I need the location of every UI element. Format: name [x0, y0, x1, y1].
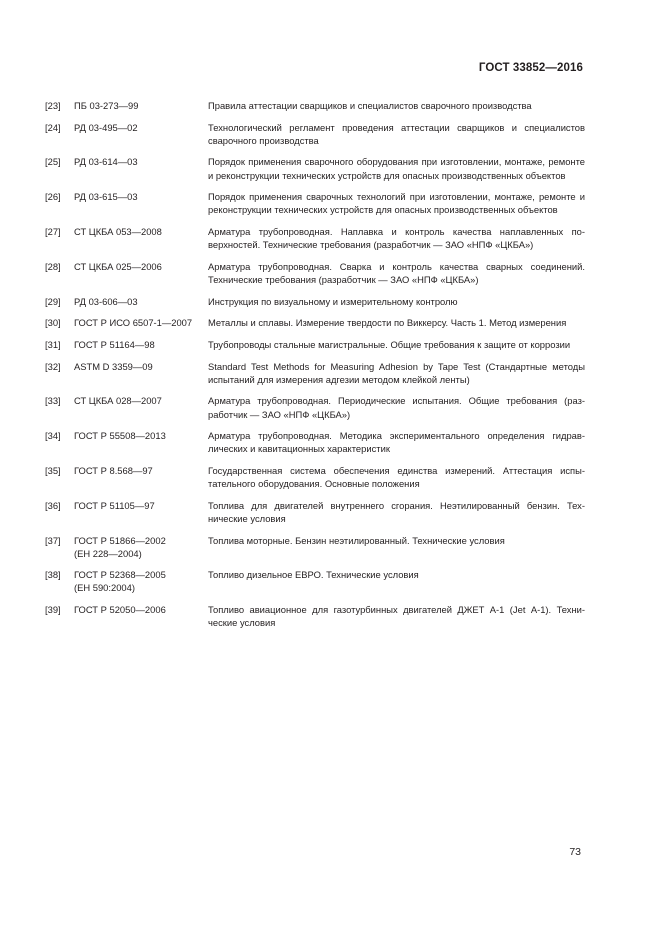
reference-number: [36] [45, 499, 61, 511]
reference-title: Топлива для двигателей внутреннего сгорания. Неэтилированный бензин. Технические условия [208, 499, 585, 524]
reference-item [45, 121, 585, 147]
reference-code: ГОСТ Р 8.568—97 [74, 465, 153, 476]
reference-number: [33] [45, 395, 61, 407]
reference-code: ПБ 03-273—99 [74, 100, 139, 111]
reference-item [45, 99, 585, 112]
reference-number: [28] [45, 260, 61, 272]
reference-code: СТ ЦКБА 028—2007 [74, 395, 162, 407]
reference-number: [29] [45, 295, 61, 307]
reference-title: Порядок применения сварочного оборудования при изготовлении, монтаже, ремонте и реконструкции технических устройств для опасных производственных объектов [208, 156, 585, 181]
reference-title: Арматура трубопроводная. Сварка и контроль качества сварных соединений. Технические требования (разработчик — ЗАО «НПФ «ЦКБА») [208, 260, 585, 285]
reference-code: СТ ЦКБА 025—2006 [74, 260, 162, 272]
reference-code: РД 03-615—03 [74, 191, 138, 203]
reference-number: [32] [45, 360, 61, 372]
page-number: 73 [569, 846, 581, 858]
reference-item [45, 338, 585, 351]
reference-item [45, 295, 585, 308]
reference-title: Арматура трубопроводная. Наплавка и контроль качества наплавленных поверхностей. Технические требования (разработчик — ЗАО «НПФ «ЦКБА») [208, 226, 585, 251]
reference-number: [39] [45, 604, 61, 616]
reference-item [45, 155, 585, 181]
reference-title: Арматура трубопроводная. Методика экспериментального определения гидравлических и кавитационных характеристик [208, 430, 585, 455]
reference-code: РД 03-495—02 [74, 121, 138, 133]
reference-number: [25] [45, 156, 61, 168]
reference-item [45, 316, 585, 329]
reference-number: [37] [45, 534, 61, 546]
document-header: ГОСТ 33852—2016 [478, 62, 583, 74]
reference-number: [31] [45, 338, 61, 350]
reference-item [45, 394, 585, 420]
reference-number: [34] [45, 430, 61, 442]
reference-item [45, 603, 585, 629]
reference-title: Порядок применения сварочных технологий при изготовлении, монтаже, ремонте и реконструкции технических устройств для опасных производственных объектов [208, 191, 585, 216]
reference-title: Топлива моторные. Бензин неэтилированный. Технические условия [208, 534, 505, 546]
reference-item [45, 499, 585, 525]
reference-code: ГОСТ Р 52368—2005 (ЕН 590:2004) [74, 569, 166, 594]
reference-code: ASTM D 3359—09 [74, 360, 153, 372]
reference-code: РД 03-606—03 [74, 295, 138, 307]
reference-title: Топливо авиационное для газотурбинных двигателей ДЖЕТ А-1 (Jet А-1). Технические условия [208, 604, 585, 629]
reference-code: ГОСТ Р 51105—97 [74, 499, 155, 511]
reference-code: РД 03-614—03 [74, 156, 138, 168]
reference-item [45, 190, 585, 216]
reference-number: [24] [45, 121, 61, 133]
reference-code: СТ ЦКБА 053—2008 [74, 226, 162, 238]
reference-item [45, 360, 585, 386]
reference-item [45, 429, 585, 455]
reference-item [45, 568, 585, 594]
reference-number: [26] [45, 191, 61, 203]
reference-list [45, 99, 585, 638]
reference-number: [38] [45, 569, 61, 581]
reference-item [45, 464, 585, 490]
reference-code: ГОСТ Р 51164—98 [74, 338, 155, 350]
reference-code: ГОСТ Р 55508—2013 [74, 430, 166, 442]
reference-number: [30] [45, 317, 61, 329]
reference-code: ГОСТ Р 51866—2002 (ЕН 228—2004) [74, 534, 166, 559]
reference-title: Standard Test Methods for Measuring Adhesion by Tape Test (Стандартные методы испытаний для измерения адгезии методом клейкой ленты) [208, 360, 585, 385]
reference-number: [23] [45, 100, 61, 111]
reference-title: Топливо дизельное ЕВРО. Технические условия [208, 569, 419, 581]
reference-title: Технологический регламент проведения аттестации сварщиков и специалистов сварочного производства [208, 121, 585, 146]
reference-title: Правила аттестации сварщиков и специалистов сварочного производства [208, 100, 532, 111]
reference-title: Государственная система обеспечения единства измерений. Аттестация испытательного оборудования. Основные положения [208, 465, 585, 490]
reference-item [45, 534, 585, 560]
reference-title: Трубопроводы стальные магистральные. Общие требования к защите от коррозии [208, 338, 571, 350]
reference-title: Металлы и сплавы. Измерение твердости по Виккерсу. Часть 1. Метод измерения [208, 317, 567, 329]
reference-item [45, 225, 585, 251]
reference-title: Инструкция по визуальному и измерительному контролю [208, 295, 458, 307]
reference-item [45, 260, 585, 286]
reference-number: [27] [45, 226, 61, 238]
reference-code: ГОСТ Р ИСО 6507-1—2007 [74, 317, 193, 329]
reference-title: Арматура трубопроводная. Периодические испытания. Общие требования (разработчик — ЗАО «НПФ «ЦКБА») [208, 395, 585, 420]
reference-code: ГОСТ Р 52050—2006 [74, 604, 166, 616]
reference-number: [35] [45, 465, 61, 476]
